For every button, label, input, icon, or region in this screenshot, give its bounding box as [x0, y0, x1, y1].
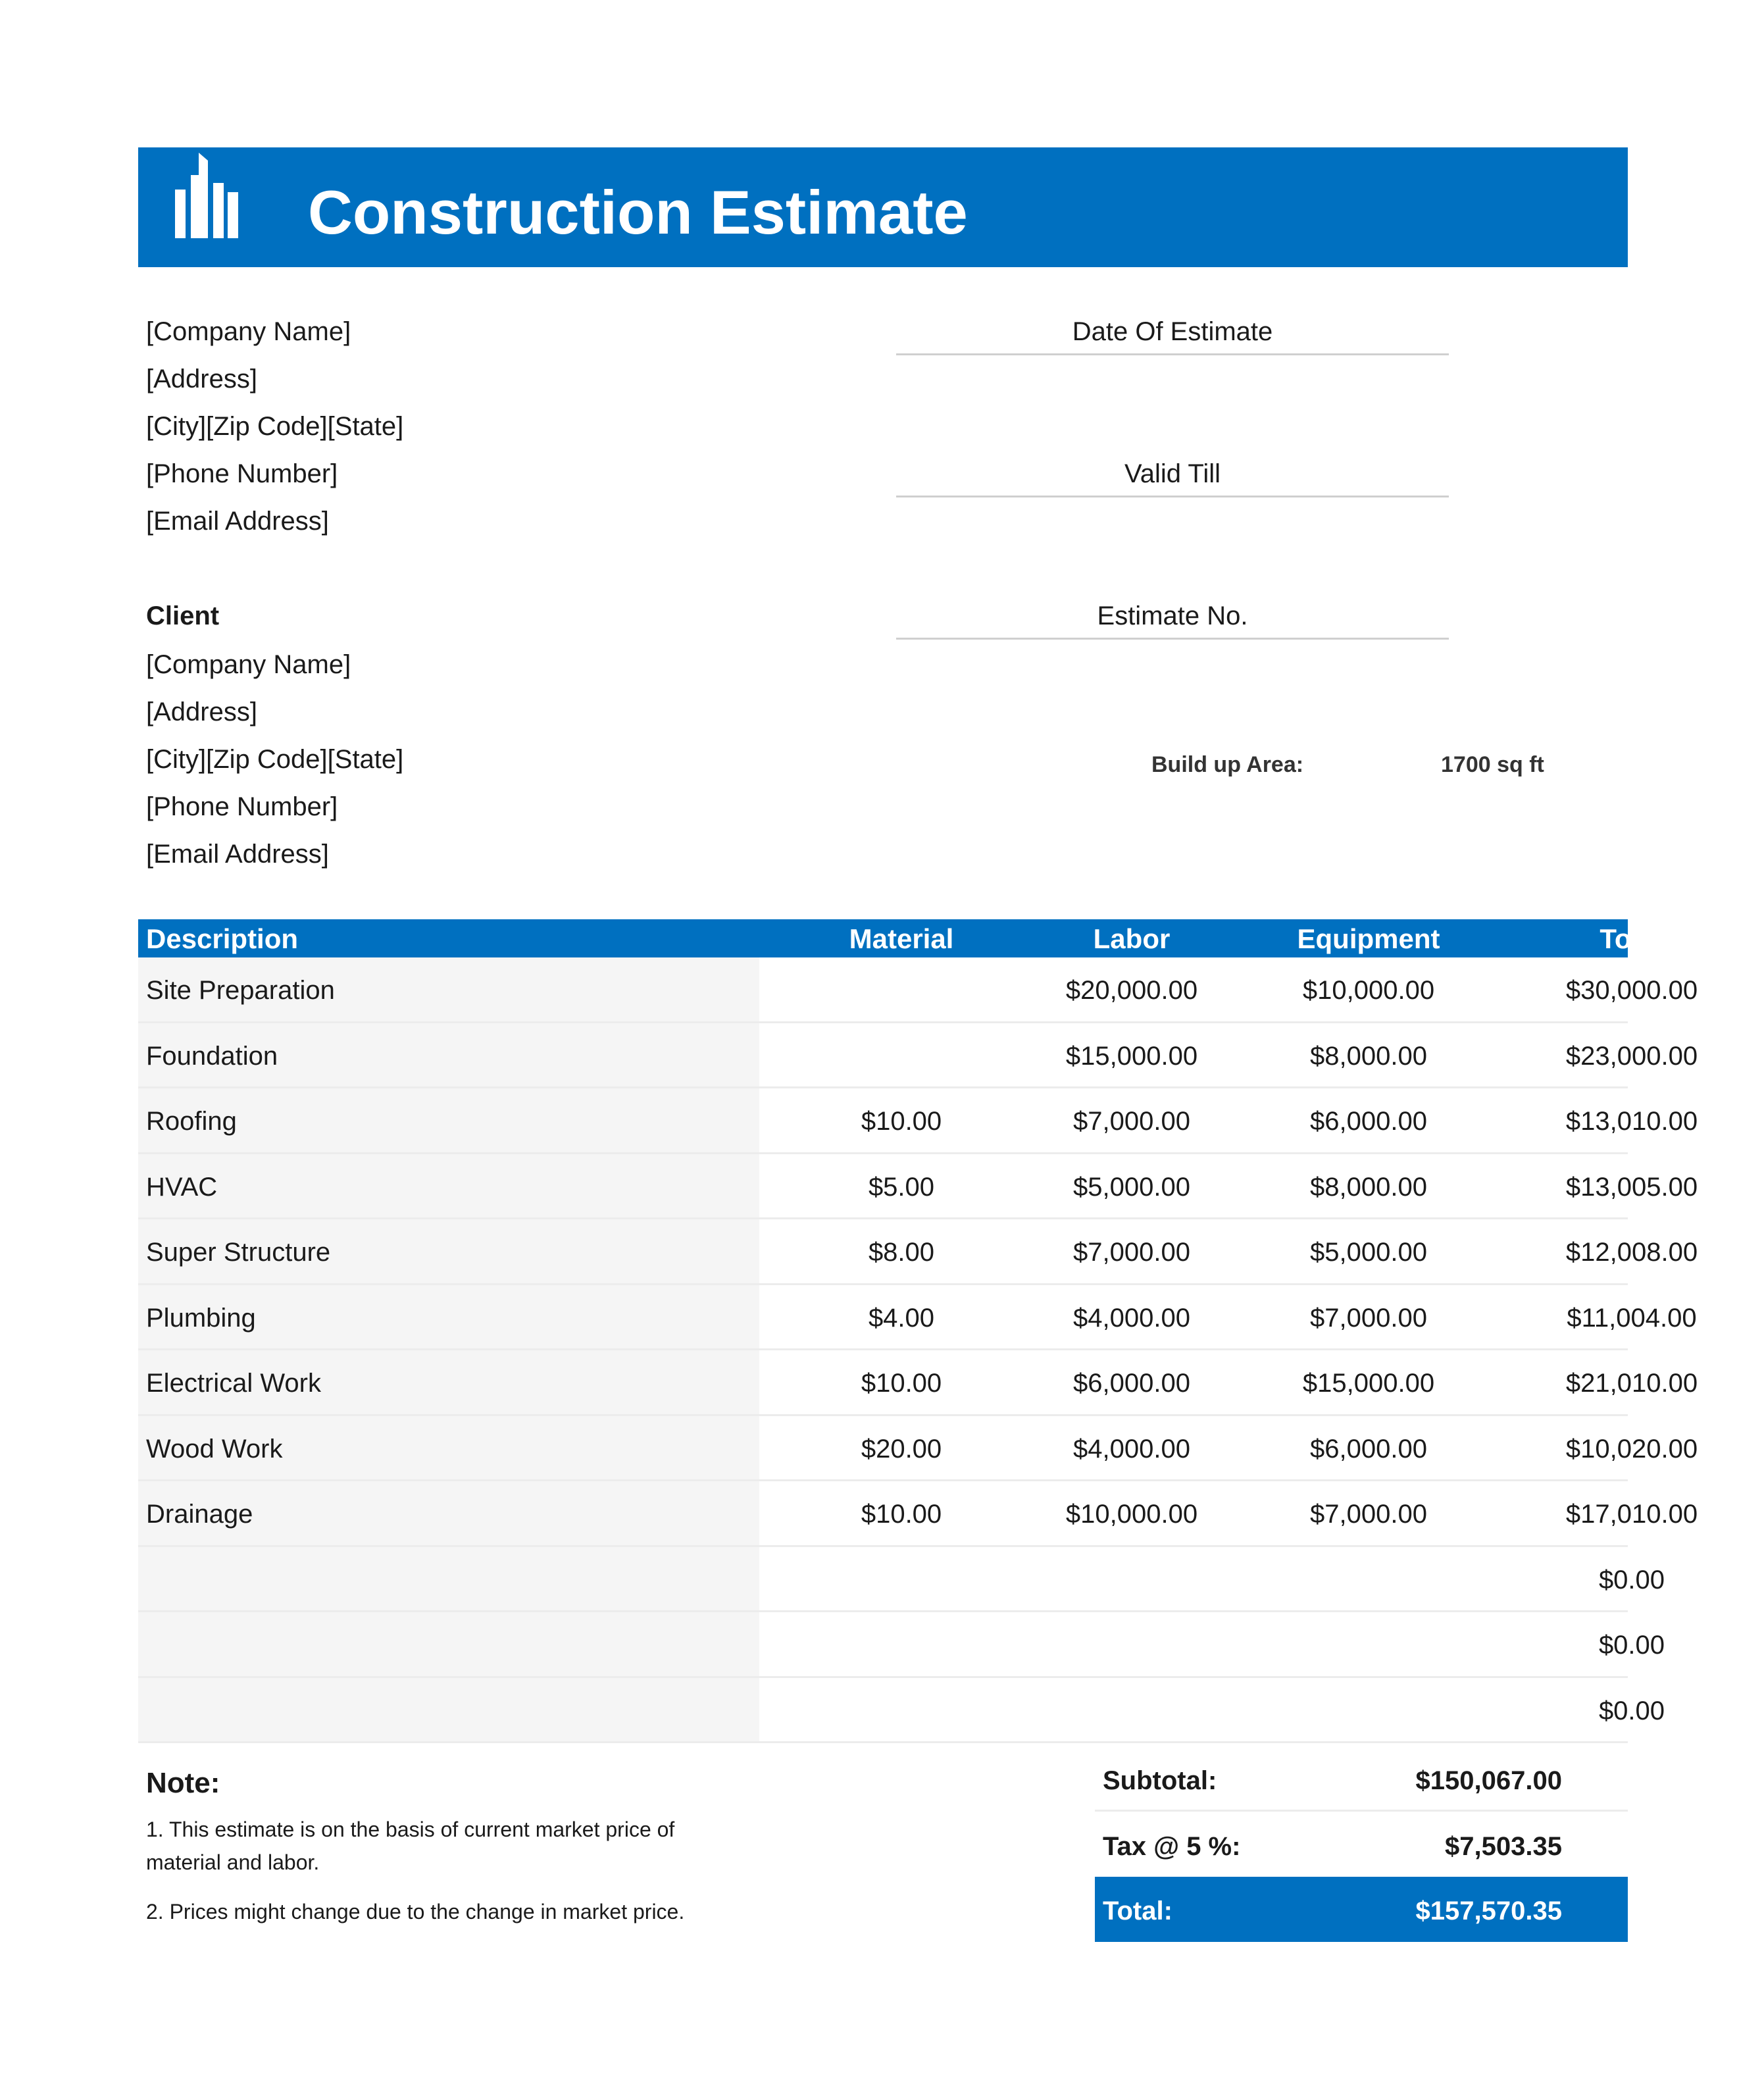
note-line-2: 2. Prices might change due to the change in market price.	[146, 1900, 685, 1923]
row-material[interactable]: $5.00	[868, 1172, 935, 1202]
row-material[interactable]: $10.00	[861, 1107, 942, 1136]
tax-value: $7,503.35	[1445, 1832, 1562, 1861]
build-up-area-value: 1700 sq ft	[1441, 752, 1544, 777]
client-address: [Address]	[146, 698, 257, 726]
row-total: $13,010.00	[1565, 1107, 1698, 1136]
row-description[interactable]: Electrical Work	[146, 1369, 321, 1398]
row-description[interactable]: Foundation	[146, 1041, 278, 1071]
row-equipment[interactable]: $8,000.00	[1310, 1041, 1427, 1071]
row-equipment[interactable]: $15,000.00	[1302, 1369, 1435, 1398]
row-labor[interactable]: $7,000.00	[1073, 1238, 1190, 1267]
total-value: $157,570.35	[1415, 1897, 1562, 1925]
company-phone: [Phone Number]	[146, 459, 338, 488]
build-up-area-label: Build up Area:	[1151, 752, 1304, 777]
field-underline	[896, 496, 1449, 497]
row-total: $30,000.00	[1565, 976, 1698, 1005]
table-row	[138, 1088, 1698, 1154]
row-equipment[interactable]: $6,000.00	[1310, 1434, 1427, 1464]
company-email: [Email Address]	[146, 507, 329, 536]
table-row	[138, 1350, 1698, 1416]
estimate-no-label: Estimate No.	[1097, 601, 1248, 630]
row-labor[interactable]: $15,000.00	[1065, 1041, 1198, 1071]
company-name: [Company Name]	[146, 317, 351, 346]
date-of-estimate-label: Date Of Estimate	[1072, 317, 1273, 346]
row-material[interactable]: $20.00	[861, 1434, 942, 1464]
table-row	[138, 1481, 1698, 1547]
estimate-table-body	[138, 957, 1698, 1743]
row-description[interactable]: HVAC	[146, 1172, 218, 1202]
row-material[interactable]: $4.00	[868, 1303, 935, 1333]
building-icon	[170, 149, 242, 241]
note-line-1: 1. This estimate is on the basis of current market price of material and labor.	[146, 1818, 675, 1874]
valid-till-label: Valid Till	[1124, 459, 1221, 488]
row-labor[interactable]: $5,000.00	[1073, 1172, 1190, 1202]
row-description[interactable]: Plumbing	[146, 1303, 256, 1333]
company-city-zip-state: [City][Zip Code][State]	[146, 412, 404, 441]
client-city-zip-state: [City][Zip Code][State]	[146, 745, 404, 774]
tax-label: Tax @ 5 %:	[1103, 1832, 1241, 1861]
table-row	[138, 1154, 1698, 1220]
row-labor[interactable]: $4,000.00	[1073, 1434, 1190, 1464]
row-equipment[interactable]: $8,000.00	[1310, 1172, 1427, 1202]
estimate-no-field[interactable]	[896, 603, 1449, 633]
row-labor[interactable]: $10,000.00	[1065, 1500, 1198, 1529]
field-underline	[896, 353, 1449, 355]
total-row	[1095, 1877, 1628, 1942]
row-equipment[interactable]: $7,000.00	[1310, 1303, 1427, 1333]
table-row	[138, 1285, 1697, 1351]
row-total: $0.00	[1598, 1565, 1665, 1594]
row-total: $10,020.00	[1565, 1434, 1698, 1464]
header-labor: Labor	[1093, 923, 1171, 954]
tax-row	[1095, 1812, 1628, 1877]
table-row	[138, 1612, 1665, 1678]
row-material[interactable]: $10.00	[861, 1369, 942, 1398]
row-labor[interactable]: $7,000.00	[1073, 1107, 1190, 1136]
row-material[interactable]: $10.00	[861, 1500, 942, 1529]
row-equipment[interactable]: $5,000.00	[1310, 1238, 1427, 1267]
company-address: [Address]	[146, 365, 257, 394]
date-of-estimate-field[interactable]	[896, 318, 1449, 349]
client-name: [Company Name]	[146, 650, 351, 679]
header-material: Material	[849, 923, 954, 954]
subtotal-value: $150,067.00	[1415, 1766, 1562, 1795]
row-description[interactable]: Site Preparation	[146, 976, 335, 1005]
subtotal-label: Subtotal:	[1103, 1766, 1217, 1795]
row-description[interactable]: Drainage	[146, 1500, 253, 1529]
row-description[interactable]: Wood Work	[146, 1434, 283, 1464]
row-total: $11,004.00	[1567, 1303, 1697, 1333]
client-email: [Email Address]	[146, 840, 329, 869]
valid-till-field[interactable]	[896, 461, 1449, 491]
row-labor[interactable]: $6,000.00	[1073, 1369, 1190, 1398]
row-description[interactable]: Roofing	[146, 1107, 237, 1136]
note-heading: Note:	[146, 1767, 220, 1799]
row-total: $12,008.00	[1565, 1238, 1698, 1267]
row-equipment[interactable]: $7,000.00	[1310, 1500, 1427, 1529]
title-banner	[138, 147, 1628, 267]
table-row	[138, 1547, 1665, 1613]
row-description[interactable]: Super Structure	[146, 1238, 331, 1267]
row-labor[interactable]: $20,000.00	[1065, 976, 1198, 1005]
table-row	[138, 957, 1698, 1023]
row-total: $23,000.00	[1565, 1041, 1698, 1071]
header-equipment: Equipment	[1297, 923, 1440, 954]
table-row	[138, 1023, 1698, 1089]
row-labor[interactable]: $4,000.00	[1073, 1303, 1190, 1333]
row-equipment[interactable]: $6,000.00	[1310, 1107, 1427, 1136]
row-total: $13,005.00	[1565, 1172, 1698, 1202]
table-row	[138, 1416, 1698, 1482]
row-total: $17,010.00	[1565, 1500, 1698, 1529]
row-material[interactable]: $8.00	[868, 1238, 935, 1267]
total-label: Total:	[1103, 1897, 1172, 1925]
client-heading: Client	[146, 601, 220, 630]
header-total: Total	[1600, 923, 1664, 954]
field-underline	[896, 638, 1449, 640]
row-total: $21,010.00	[1565, 1369, 1698, 1398]
table-row	[138, 1678, 1665, 1744]
row-equipment[interactable]: $10,000.00	[1302, 976, 1435, 1005]
table-row	[138, 1219, 1698, 1285]
page-title: Construction Estimate	[308, 178, 968, 247]
client-phone: [Phone Number]	[146, 792, 338, 821]
header-description: Description	[146, 923, 299, 954]
table-header	[138, 919, 1664, 957]
row-total: $0.00	[1598, 1631, 1665, 1660]
row-total: $0.00	[1598, 1696, 1665, 1725]
subtotal-row	[1095, 1746, 1628, 1812]
